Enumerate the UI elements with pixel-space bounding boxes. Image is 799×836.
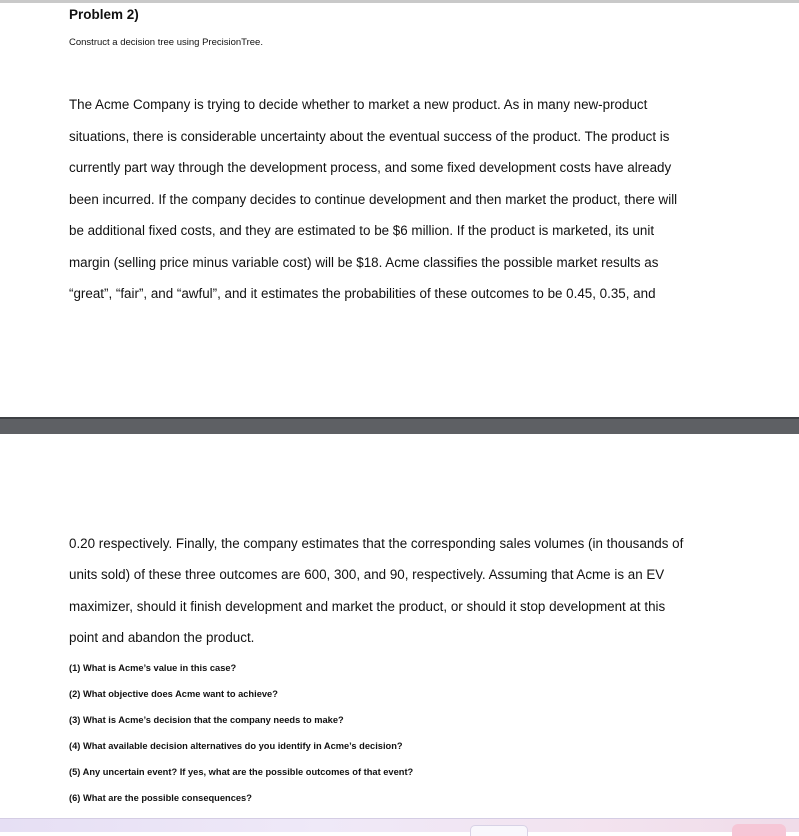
taskbar-search-box[interactable] bbox=[470, 825, 528, 836]
page-separator bbox=[0, 417, 799, 434]
paragraph-line: “great”, “fair”, and “awful”, and it estimates the probabilities of these outcomes to be 0.45, 0.35, and bbox=[69, 286, 656, 301]
problem-heading: Problem 2) bbox=[69, 7, 139, 22]
paragraph-line: margin (selling price minus variable cost) will be $18. Acme classifies the possible market results as bbox=[69, 255, 659, 270]
paragraph-line: maximizer, should it finish development and market the product, or should it stop development at this bbox=[69, 599, 666, 614]
paragraph-line: units sold) of these three outcomes are 600, 300, and 90, respectively. Assuming that Acme is an EV bbox=[69, 567, 665, 582]
paragraph-line: be additional fixed costs, and they are estimated to be $6 million. If the product is marketed, its unit bbox=[69, 223, 655, 238]
question-item: (5) Any uncertain event? If yes, what are the possible outcomes of that event? bbox=[69, 767, 414, 777]
document-page-1 bbox=[0, 3, 799, 417]
taskbar bbox=[0, 818, 799, 832]
taskbar-app-button[interactable] bbox=[732, 824, 786, 836]
instruction-text: Construct a decision tree using PrecisionTree. bbox=[69, 37, 263, 48]
document-page-2 bbox=[0, 434, 799, 818]
paragraph-line: 0.20 respectively. Finally, the company estimates that the corresponding sales volumes (in thousands of bbox=[69, 536, 684, 551]
question-item: (6) What are the possible consequences? bbox=[69, 793, 252, 803]
question-item: (4) What available decision alternatives do you identify in Acme’s decision? bbox=[69, 741, 403, 751]
paragraph-line: The Acme Company is trying to decide whether to market a new product. As in many new-product bbox=[69, 97, 648, 112]
question-item: (1) What is Acme’s value in this case? bbox=[69, 663, 237, 673]
question-item: (2) What objective does Acme want to achieve? bbox=[69, 689, 278, 699]
paragraph-line: situations, there is considerable uncertainty about the eventual success of the product. The product is bbox=[69, 129, 670, 144]
paragraph-line: point and abandon the product. bbox=[69, 630, 255, 645]
paragraph-line: been incurred. If the company decides to continue development and then market the product, there will bbox=[69, 192, 678, 207]
paragraph-line: currently part way through the development process, and some fixed development costs have already bbox=[69, 160, 672, 175]
question-item: (3) What is Acme’s decision that the company needs to make? bbox=[69, 715, 344, 725]
